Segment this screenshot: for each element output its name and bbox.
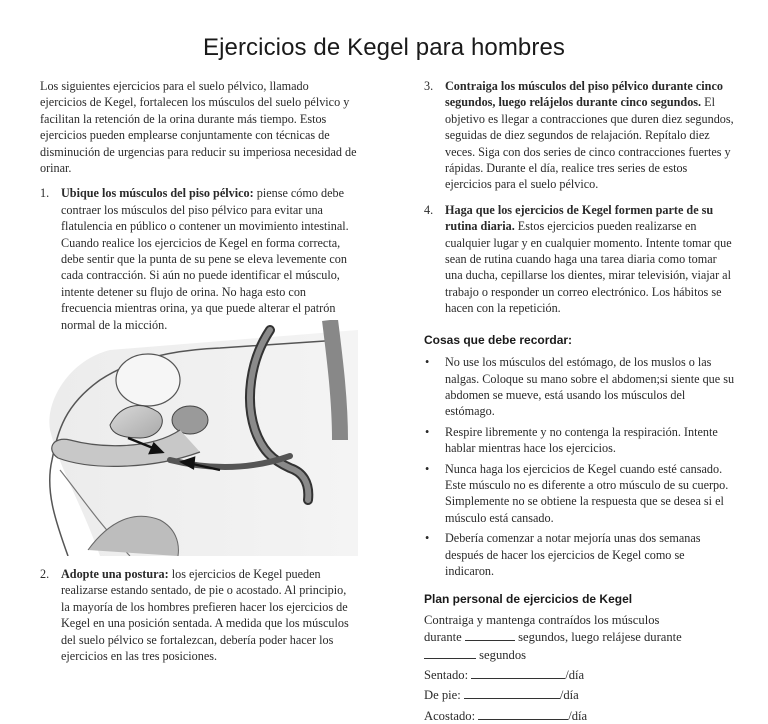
acostado-blank[interactable] — [478, 707, 568, 720]
step-1 — [40, 185, 358, 333]
list-item — [424, 461, 736, 527]
step-text: los ejercicios de Kegel pueden realizarse estando sentado, de pie o acostado. Al principio, la mayoría de los hombres prefieren hacer los ejercicios de Kegel en una posición sentada. A medida que los músculos del suelo pélvico se fortalezcan, debería poder hacer los ejercicios en las tres posiciones. — [61, 567, 349, 664]
per-day-label: /día — [565, 668, 585, 682]
plan-acostado-row — [424, 707, 736, 724]
remember-list — [424, 354, 736, 579]
right-column — [424, 78, 736, 724]
list-item — [424, 424, 736, 457]
list-item-text: Nunca haga los ejercicios de Kegel cuando esté cansado. Este músculo no es diferente a otro músculo de su cuerpo. Simplemente no se obtiene la respuesta que se desea si el músculo está cansado. — [445, 461, 729, 525]
hold-seconds-blank[interactable] — [465, 628, 515, 641]
step-text: piense cómo debe contraer los músculos del piso pélvico para evitar una flatulencia en público o contener un movimiento intestinal. Cuando realice los ejercicios de Kegel en forma correcta, debe sentir que la punta de su pene se eleva levemente con cada contracción. Si aún no puede identificar el músculo, intente detener su flujo de orina. No haga esto con frecuencia mientras orina, ya que puede alterar el patrón normal de la micción. — [61, 186, 349, 332]
per-day-label: /día — [559, 688, 579, 703]
step-text: Estos ejercicios pueden realizarse en cualquier lugar y en cualquier momento. Intente tomar que sean de rutina cuando haga una tarea diaria como tomar una ducha, cepillarse los dientes, mirar televisión, viajar al trabajo o responder un correo electrónico. Los hábitos se hacen con la repetición. — [445, 219, 732, 316]
step-number: 1. — [40, 186, 50, 201]
step-heading: Adopte una postura: — [61, 567, 169, 581]
intro-paragraph: Los siguientes ejercicios para el suelo pélvico, llamado ejercicios de Kegel, fortalecen los músculos del suelo pélvico y facilitan la retención de la orina durante más tiempo. Estos ejercicios pueden emplearse conjuntamente con técnicas de disminución de urgencias para reducir su imperiosa necesidad de orinar. — [40, 79, 357, 176]
step-number: 2. — [40, 567, 50, 581]
step-3 — [424, 78, 736, 193]
acostado-label: Acostado: — [424, 708, 476, 723]
remember-heading: Cosas que debe recordar: — [424, 332, 573, 347]
list-item-text: No use los músculos del estómago, de los muslos o las nalgas. Coloque su mano sobre el abdomen;si siente que su abdomen se mueve, está usando los músculos del estómago. — [445, 355, 735, 419]
plan-sentado-row — [424, 666, 736, 683]
step-heading: Ubique los músculos del piso pélvico: — [61, 186, 254, 201]
de-pie-label: De pie: — [424, 688, 461, 703]
pelvic-anatomy-illustration — [40, 320, 358, 556]
bullet-icon: • — [425, 461, 430, 476]
plan-seconds-label: segundos — [479, 647, 527, 662]
list-item — [424, 530, 736, 579]
left-column-bottom — [40, 566, 358, 664]
list-item — [424, 354, 736, 420]
step-number: 4. — [424, 202, 434, 217]
left-column — [40, 78, 358, 333]
per-day-label: /día — [568, 708, 588, 723]
plan-relax-row — [424, 646, 736, 663]
plan-intro: Contraiga y mantenga contraídos los músculos — [424, 612, 660, 627]
page-title: Ejercicios de Kegel para hombres — [202, 34, 566, 61]
list-item-text: Respire libremente y no contenga la respiración. Intente hablar mientras hace los ejercicios. — [445, 424, 718, 456]
relax-seconds-blank[interactable] — [424, 646, 476, 659]
step-number: 3. — [424, 79, 434, 93]
step-heading: Haga que los ejercicios de Kegel formen parte de su rutina diaria. — [445, 202, 714, 234]
de-pie-blank[interactable] — [464, 686, 560, 699]
step-text: El objetivo es llegar a contracciones que duren diez segundos, seguidas de diez segundos de relajación. Repítalo diez veces. Siga con dos series de cinco contracciones fuertes y rápidas. Durante el día, realice tres series de estos ejercicios para el suelo pélvico. — [445, 95, 734, 192]
list-item-text: Debería comenzar a notar mejoría unas dos semanas después de hacer los ejercicios de Kegel como se indicaron. — [445, 531, 701, 578]
step-4 — [424, 202, 736, 317]
bullet-icon: • — [425, 531, 430, 546]
plan-de-pie-row — [424, 686, 736, 703]
plan-heading: Plan personal de ejercicios de Kegel — [424, 592, 633, 607]
plan-during-label: durante — [424, 630, 462, 645]
step-heading: Contraiga los músculos del piso pélvico durante cinco segundos, luego relájelos durante cinco segundos. — [445, 79, 723, 110]
step-2 — [40, 566, 358, 664]
bullet-icon: • — [425, 355, 430, 370]
sentado-blank[interactable] — [471, 666, 565, 679]
sentado-label: Sentado: — [424, 668, 469, 682]
plan-relax-label: segundos, luego relájese durante — [518, 630, 682, 645]
bullet-icon: • — [425, 424, 430, 439]
plan-duration-row — [424, 628, 736, 645]
